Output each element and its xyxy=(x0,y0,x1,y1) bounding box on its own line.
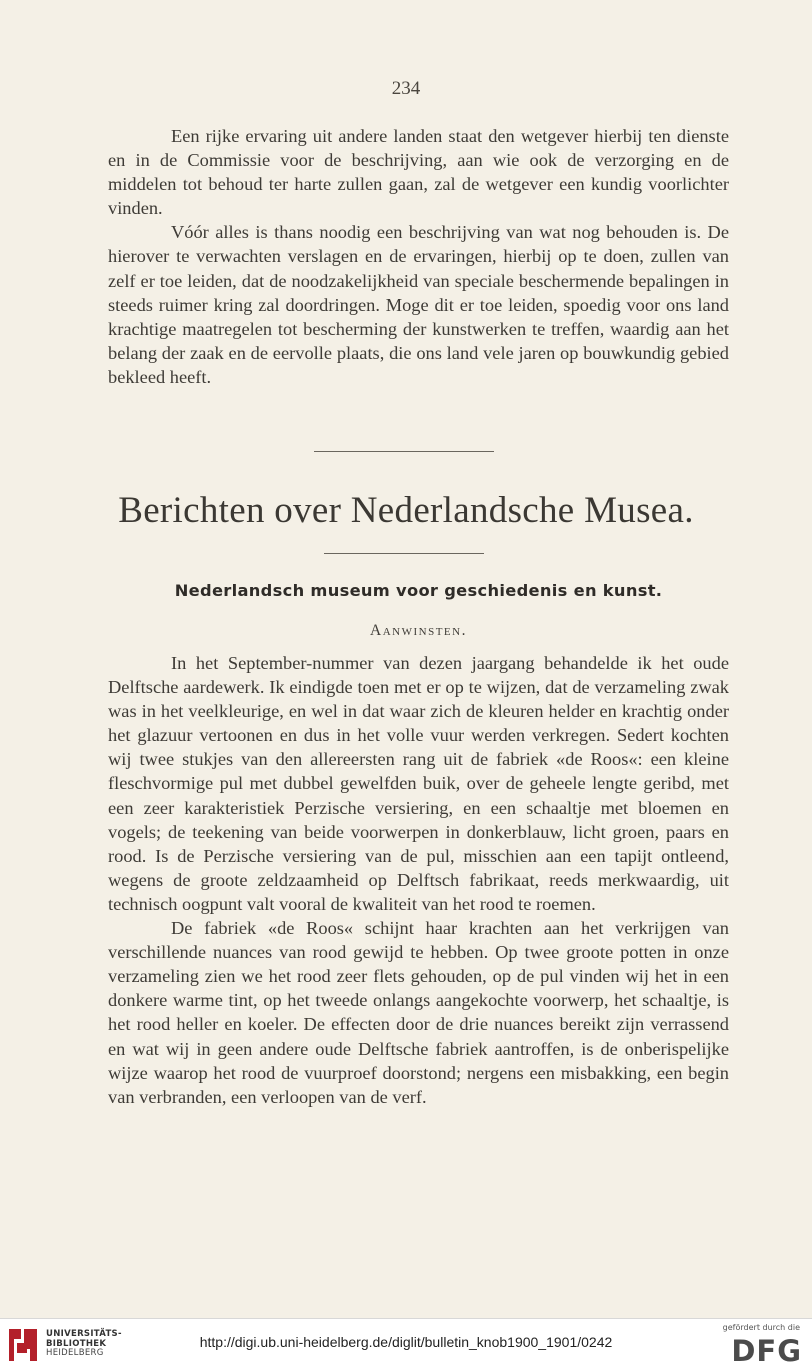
viewer-footer xyxy=(0,1318,812,1372)
permalink-url[interactable]: http://digi.ub.uni-heidelberg.de/diglit/bulletin_knob1900_1901/0242 xyxy=(199,1334,613,1350)
divider-rule xyxy=(324,553,484,554)
dfg-logo[interactable]: DFG xyxy=(731,1334,802,1368)
paragraph: Een rijke ervaring uit andere landen staat den wetgever hierbij ten dienste en in de Commissie voor de beschrijving, aan wie ook de verzorging en de middelen tot behoud ter harte zullen gaan, zal de wetgever een kundig voorlichter vinden. xyxy=(108,126,729,219)
paragraph: In het September-nummer van dezen jaargang behandelde ik het oude Delftsche aardewerk. Ik eindigde toen met er op te wijzen, dat de verzameling zwak was in het veelkleurige, en wel in dat waar zich de kleuren helder en krachtig onder het glazuur vertoonen en dus in het volle vuur werden verkregen. Sedert kochten wij twee stukjes van den allereersten rang uit de fabriek «de Roos«: een kleine fleschvormige pul met dubbel gewelfden buik, over de geheele lengte geribd, met een zeer karakteristiek Perzische versiering, en een schaaltje met bloemen en vogels; de teekening van beide voorwerpen in donkerblauw, licht groen, paars en rood. Is de Perzische versiering van de pul, misschien aan een tapijt ontleend, wegens de groote zeldzaamheid op Delftsch fabrikaat, reeds merkwaardig, uit technisch oogpunt valt vooral de kwaliteit van het rood te roemen. xyxy=(108,653,729,914)
body-text xyxy=(108,651,729,1109)
paragraph: Vóór alles is thans noodig een beschrijving van wat nog behouden is. De hierover te verwachten verslagen en de ervaringen, hierbij op te doen, zullen van zelf er toe leiden, dat de noodzakelijkheid van speciale beschermende bepalingen in steeds ruimer kring zal doordringen. Moge dit er toe leiden, spoedig voor ons land krachtige maatregelen tot bescherming der kunstwerken te treffen, waardig aan het belang der zaak en de eervolle plaats, die ons land vele jaren op bouwkundig gebied bekleed heeft. xyxy=(108,222,729,387)
museum-heading: Nederlandsch museum voor geschiedenis en kunst. xyxy=(174,581,663,600)
section-title: Berichten over Nederlandsche Musea. xyxy=(118,490,694,531)
library-line: UNIVERSITÄTS- xyxy=(46,1329,122,1339)
page-number: 234 xyxy=(391,78,421,99)
divider-rule xyxy=(314,451,494,452)
subheading: Aanwinsten. xyxy=(370,622,467,639)
intro-text xyxy=(108,124,729,389)
library-line: BIBLIOTHEK xyxy=(46,1338,107,1349)
paragraph: De fabriek «de Roos« schijnt haar krachten aan het verkrijgen van verschillende nuances van rood gewijd te hebben. Op twee groote potten in onze verzameling zien we het rood zeer flets gehouden, op de pul vinden wij het in een donkere warme tint, op het tweede onlangs aangekochte voorwerp, het schaaltje, is het rood heller en koeler. De effecten door de drie nuances bereikt zijn verrassend en wat wij in geen andere oude Delftsche fabriek aantroffen, is de onberispelijke wijze waarop het rood de vuurproef doorstond; nergens een misbakking, een begin van verbranden, een verloopen van de verf. xyxy=(108,918,729,1107)
library-line: HEIDELBERG xyxy=(46,1348,104,1358)
funder-label: gefördert durch die xyxy=(722,1323,800,1332)
